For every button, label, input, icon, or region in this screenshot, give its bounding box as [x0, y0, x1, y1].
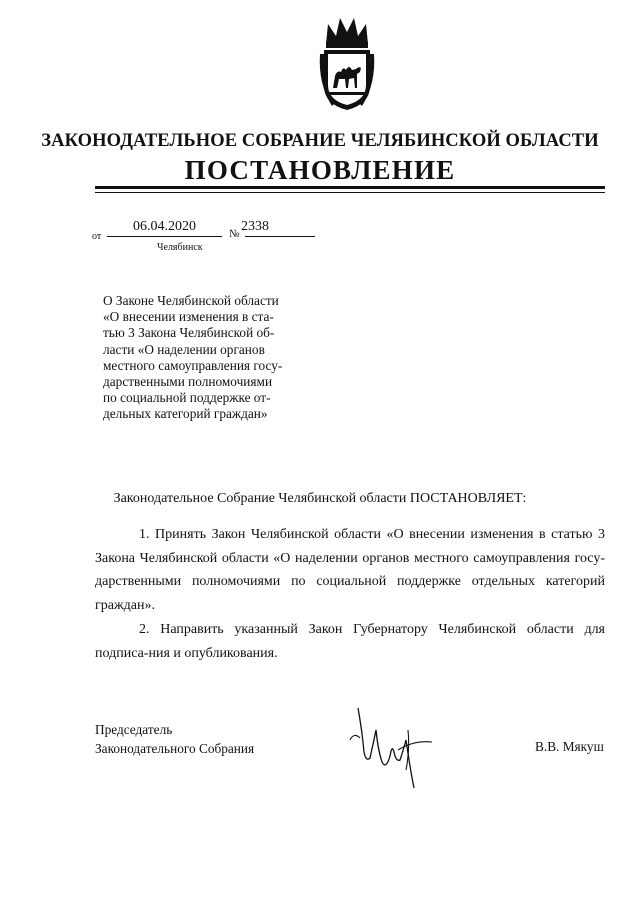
- number-underline: [245, 236, 315, 237]
- number-sign: №: [229, 228, 240, 240]
- city-label: Челябинск: [157, 242, 203, 253]
- resolution-item-1: 1. Принять Закон Челябинской области «О внесении изменения в статью 3 Закона Челябинской области «О наделении органов местного самоуправления госу-дарственными полномочиями по социальной поддержке отдельных категорий граждан».: [95, 527, 605, 613]
- resolution-lead: Законодательное Собрание Челябинской области ПОСТАНОВЛЯЕТ:: [113, 491, 527, 506]
- coat-of-arms-icon: [318, 14, 376, 114]
- resolution-body: [95, 523, 605, 665]
- subject-line: дарственными полномочиями: [103, 374, 273, 390]
- document-date: 06.04.2020: [133, 219, 196, 234]
- header-rule-thick: [95, 186, 605, 189]
- document-number: 2338: [241, 219, 269, 234]
- signatory-title-line: Законодательного Собрания: [95, 741, 255, 756]
- subject-line: местного самоуправления госу-: [103, 357, 283, 373]
- subject-line: ласти «О наделении органов: [103, 341, 265, 357]
- handwritten-signature-icon: [348, 700, 440, 792]
- signatory-name: В.В. Мякуш: [535, 739, 604, 754]
- header-rule-thin: [95, 192, 605, 193]
- document-subject: [103, 293, 299, 423]
- date-prefix: от: [92, 231, 102, 242]
- signatory-title-line: Председатель: [95, 722, 173, 737]
- subject-line: дельных категорий граждан»: [103, 406, 268, 422]
- subject-line: О Законе Челябинской области: [103, 293, 279, 308]
- organization-title: ЗАКОНОДАТЕЛЬНОЕ СОБРАНИЕ ЧЕЛЯБИНСКОЙ ОБЛАСТИ: [41, 131, 599, 151]
- date-underline: [107, 236, 222, 237]
- signatory-title: [95, 720, 254, 758]
- resolution-item-2: 2. Направить указанный Закон Губернатору Челябинской области для подписа-ния и опубликования.: [95, 622, 605, 661]
- subject-line: по социальной поддержке от-: [103, 390, 271, 406]
- subject-line: «О внесении изменения в ста-: [103, 309, 274, 325]
- subject-line: тью 3 Закона Челябинской об-: [103, 325, 275, 341]
- document-type-title: ПОСТАНОВЛЕНИЕ: [184, 155, 456, 185]
